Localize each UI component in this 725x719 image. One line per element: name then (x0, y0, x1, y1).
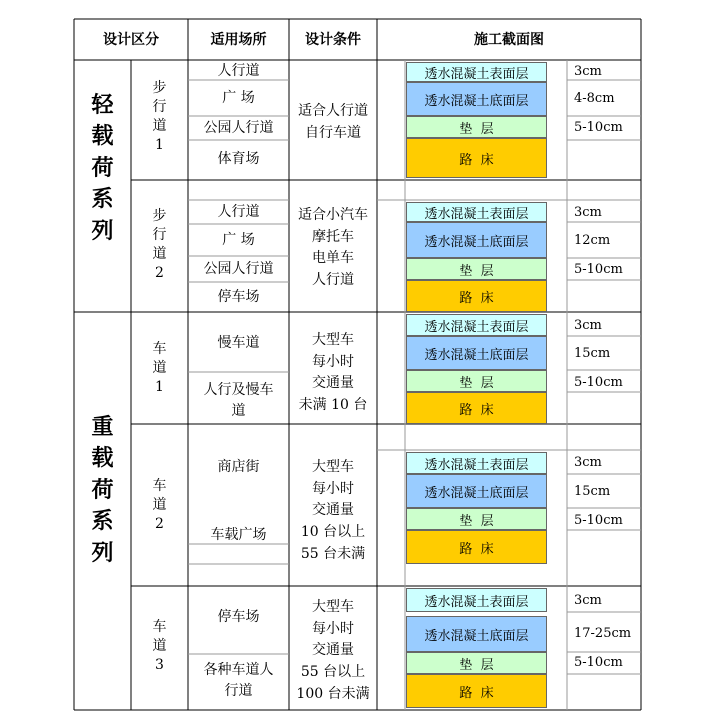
thickness-cushion: 5-10cm (574, 262, 623, 277)
venue-item: 商店街 (217, 459, 260, 475)
cushion-layer: 垫 层 (406, 258, 547, 280)
base-layer: 透水混凝土底面层 (406, 616, 547, 652)
venue-item: 公园人行道 (203, 120, 274, 136)
thickness-base: 17-25cm (574, 626, 632, 641)
thickness-cushion: 5-10cm (574, 513, 623, 528)
series-heavy-load: 重 载 荷 系 列 (91, 415, 114, 566)
venue-item: 人行道 (217, 63, 260, 79)
section-label-walkway-1: 步 行 道 1 (152, 80, 167, 153)
cushion-layer: 垫 层 (406, 370, 547, 392)
base-layer: 透水混凝土底面层 (406, 474, 547, 508)
conditions-walkway-1: 适合人行道 自行车道 (298, 103, 368, 141)
thickness-cushion: 5-10cm (574, 375, 623, 390)
venue-item: 广 场 (222, 90, 255, 106)
subgrade-layer: 路 床 (406, 674, 547, 708)
header-design-zone: 设计区分 (103, 32, 159, 48)
base-layer: 透水混凝土底面层 (406, 336, 547, 370)
thickness-cushion: 5-10cm (574, 655, 623, 670)
surface-layer: 透水混凝土表面层 (406, 202, 547, 222)
thickness-base: 4-8cm (574, 91, 615, 106)
section-label-walkway-2: 步 行 道 2 (152, 208, 167, 281)
section-label-lane-3: 车 道 3 (152, 619, 167, 673)
venue-item: 车载广场 (210, 527, 267, 543)
thickness-surface: 3cm (574, 318, 602, 333)
thickness-base: 15cm (574, 346, 611, 361)
base-layer: 透水混凝土底面层 (406, 222, 547, 258)
venue-item: 广 场 (222, 232, 255, 248)
thickness-base: 12cm (574, 233, 611, 248)
surface-layer: 透水混凝土表面层 (406, 62, 547, 82)
section-label-lane-2: 车 道 2 (152, 478, 167, 532)
conditions-lane-2: 大型车 每小时 交通量 10 台以上 55 台未满 (300, 459, 366, 562)
venue-item: 停车场 (217, 609, 260, 625)
thickness-surface: 3cm (574, 205, 602, 220)
surface-layer: 透水混凝土表面层 (406, 452, 547, 474)
venue-item: 体育场 (217, 151, 260, 167)
thickness-surface: 3cm (574, 455, 602, 470)
venue-item: 人行道 (217, 204, 260, 220)
conditions-walkway-2: 适合小汽车 摩托车 电单车 人行道 (298, 207, 368, 289)
header-venue: 适用场所 (210, 32, 267, 48)
header-conditions: 设计条件 (305, 32, 361, 48)
conditions-lane-3: 大型车 每小时 交通量 55 台以上 100 台未满 (296, 599, 370, 702)
thickness-cushion: 5-10cm (574, 120, 623, 135)
thickness-surface: 3cm (574, 64, 602, 79)
cushion-layer: 垫 层 (406, 652, 547, 674)
venue-item: 各种车道人 行道 (203, 662, 274, 699)
venue-item: 停车场 (217, 289, 260, 305)
subgrade-layer: 路 床 (406, 392, 547, 424)
header-section-drawing: 施工截面图 (474, 32, 544, 48)
series-light-load: 轻 载 荷 系 列 (91, 93, 114, 244)
section-label-lane-1: 车 道 1 (152, 341, 167, 395)
thickness-base: 15cm (574, 484, 611, 499)
base-layer: 透水混凝土底面层 (406, 82, 547, 116)
thickness-surface: 3cm (574, 593, 602, 608)
cushion-layer: 垫 层 (406, 116, 547, 138)
surface-layer: 透水混凝土表面层 (406, 314, 547, 336)
venue-item: 慢车道 (217, 335, 260, 351)
surface-layer: 透水混凝土表面层 (406, 588, 547, 612)
conditions-lane-1: 大型车 每小时 交通量 未满 10 台 (298, 332, 368, 414)
subgrade-layer: 路 床 (406, 280, 547, 312)
venue-item: 公园人行道 (203, 261, 274, 277)
subgrade-layer: 路 床 (406, 530, 547, 564)
venue-item: 人行及慢车 道 (203, 382, 274, 419)
cushion-layer: 垫 层 (406, 508, 547, 530)
subgrade-layer: 路 床 (406, 138, 547, 178)
